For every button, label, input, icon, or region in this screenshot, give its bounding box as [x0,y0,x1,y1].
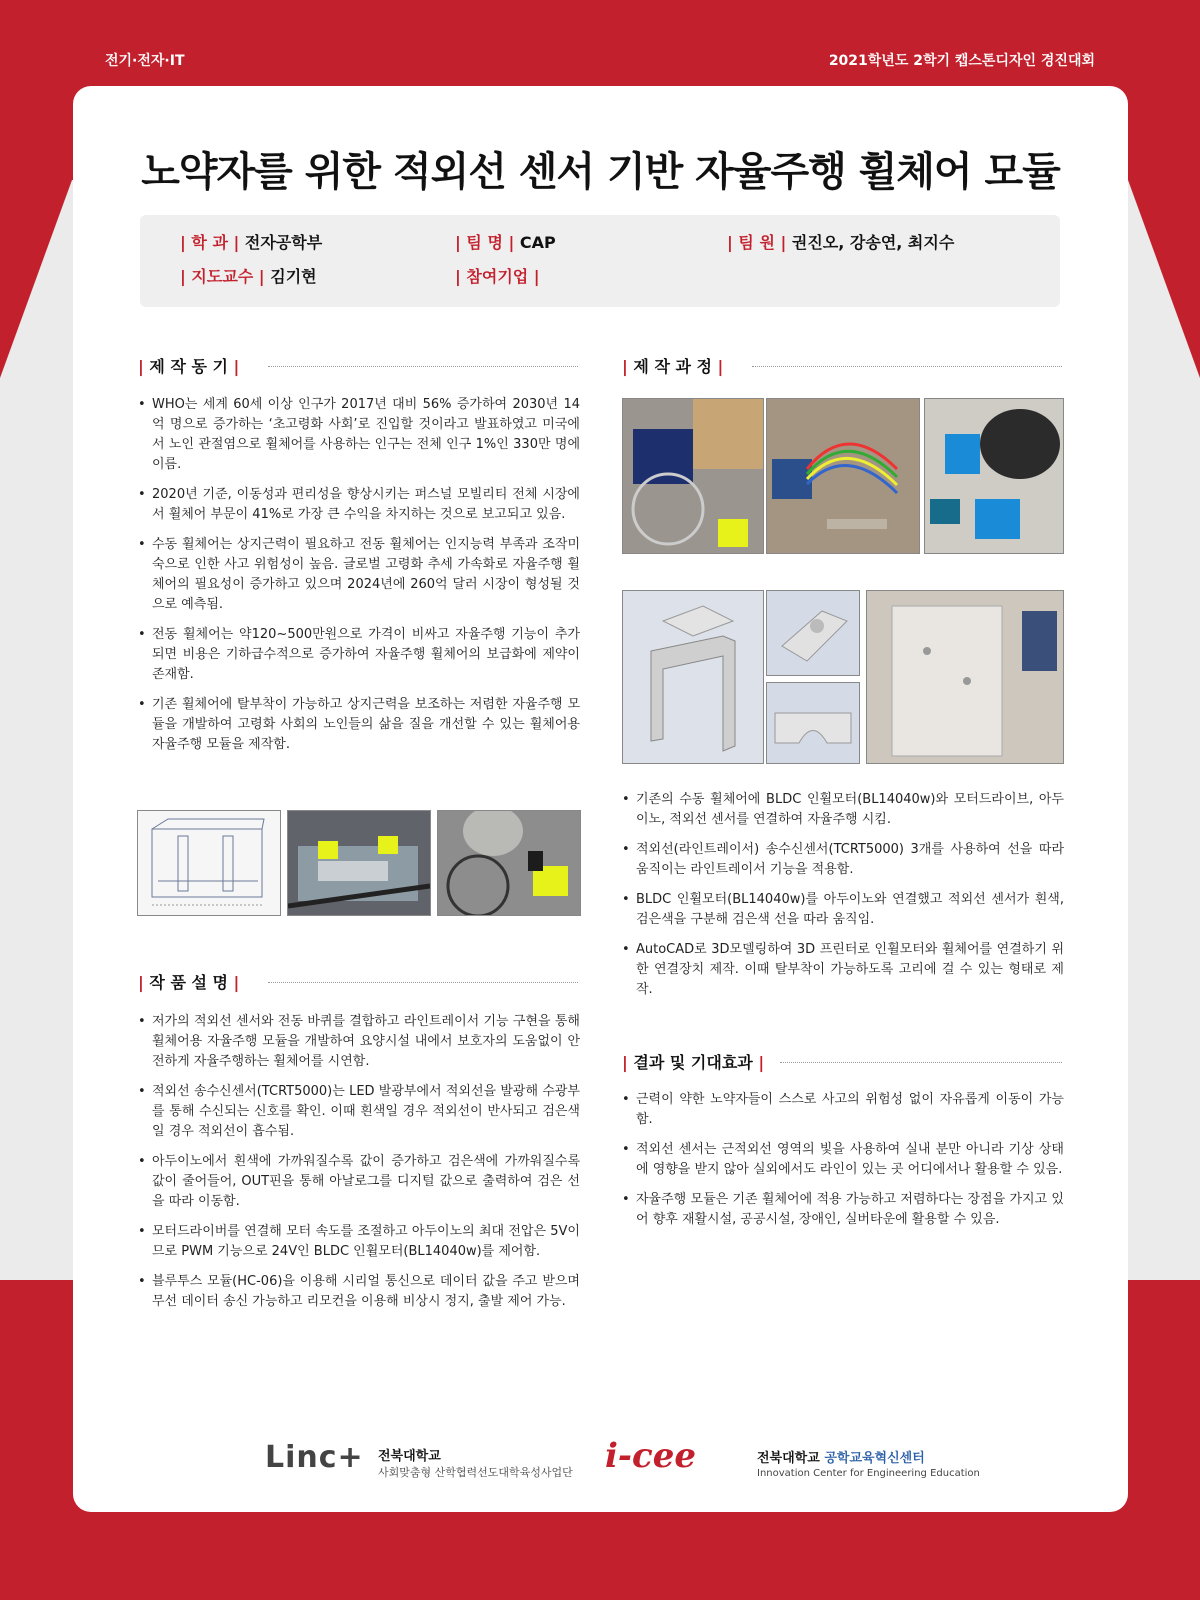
description-list [138,1012,580,1322]
category-label: 전기·전자·IT [105,53,185,69]
dept-info [180,230,322,253]
company-info [455,264,540,287]
dept-label: | 학 과 | [180,233,240,252]
process-list [622,790,1064,1010]
module-photo-1 [287,810,431,916]
list-item: • 전동 휠체어는 약120~500만원으로 가격이 비싸고 자율주행 기능이 추가되면 비용은 기하급수적으로 증가하여 자율주행 휠체어의 보급화에 제약이 존재함. [138,625,580,685]
results-heading: | 결과 및 기대효과 | [622,1053,765,1072]
linc-university: 전북대학교 [378,1449,441,1464]
list-item: • 수동 휠체어는 상지근력이 필요하고 전동 휠체어는 인지능력 부족과 조작미숙으로 인한 사고 위험성이 높음. 글로벌 고령화 추세 가속화로 자율주행 휠체어의 필요성이 증가하고 있으며 2024년에 260억 달러 시장이 형성될 것으로 예측됨. [138,535,580,615]
members-info [727,230,954,253]
motor-driver-photo [924,398,1064,554]
list-item: • 적외선 센서는 근적외선 영역의 빛을 사용하여 실내 분만 아니라 기상 상태에 영향을 받지 않아 실외에서도 라인이 있는 곳 어디에서나 활용할 수 있음. [622,1140,1064,1180]
team-value: CAP [519,233,556,252]
advisor-value: 김기현 [270,267,317,286]
description-heading: | 작 품 설 명 | [138,973,240,992]
advisor-info [180,264,317,287]
contest-label: 2021학년도 2학기 캡스톤디자인 경진대회 [828,53,1095,69]
list-item: • 기존의 수동 휠체어에 BLDC 인휠모터(BL14040w)와 모터드라이브, 아두이노, 적외선 센서를 연결하여 자율주행 시킴. [622,790,1064,830]
acrylic-frame-photo [866,590,1064,764]
company-label: | 참여기업 | [455,267,540,286]
list-item: • 아두이노에서 흰색에 가까워질수록 값이 증가하고 검은색에 가까워질수록 값이 줄어들어, OUT핀을 통해 아날로그를 디지털 값으로 출력하여 검은 선을 따라 이동함. [138,1152,580,1212]
dept-value: 전자공학부 [244,233,323,252]
process-heading: | 제 작 과 정 | [622,357,724,376]
results-list [622,1090,1064,1240]
icee-title [757,1447,925,1466]
motivation-heading-text: 제 작 동 기 [149,357,228,376]
icee-english-name: Innovation Center for Engineering Education [757,1468,980,1479]
members-label: | 팀 원 | [727,233,787,252]
results-divider [780,1062,1062,1063]
list-item: • 자율주행 모듈은 기존 휠체어에 적용 가능하고 저렴하다는 장점을 가지고 있어 향후 재활시설, 공공시설, 장애인, 실버타운에 활용할 수 있음. [622,1190,1064,1230]
list-item: • 블루투스 모듈(HC-06)을 이용해 시리얼 통신으로 데이터 값을 주고 받으며 무선 데이터 송신 가능하고 리모컨을 이용해 비상시 정지, 출발 제어 가능. [138,1272,580,1312]
team-label: | 팀 명 | [455,233,515,252]
list-item: • 적외선(라인트레이서) 송수신센서(TCRT5000) 3개를 사용하여 선을 따라 움직이는 라인트레이서 기능을 적용함. [622,840,1064,880]
icee-university: 전북대학교 [757,1451,825,1466]
3d-model-bracket-image [622,590,764,764]
motivation-list [138,395,580,765]
team-name-info [455,230,556,253]
motivation-heading: | 제 작 동 기 | [138,357,240,376]
wheelchair-photo [622,398,764,554]
3d-model-clip-image [766,590,860,676]
team-info-box [140,215,1060,307]
linc-description: 사회맞춤형 산학협력선도대학육성사업단 [378,1466,573,1479]
list-item: • 저가의 적외선 센서와 전동 바퀴를 결합하고 라인트레이서 기능 구현을 통해 휠체어용 자율주행 모듈을 개발하여 요양시설 내에서 보호자의 도움없이 안전하게 자율주행하는 휠체어를 시연함. [138,1012,580,1072]
list-item: • AutoCAD로 3D모델링하여 3D 프린터로 인휠모터와 휠체어를 연결하기 위한 연결장치 제작. 이때 탈부착이 가능하도록 고리에 걸 수 있는 형태로 제작. [622,940,1064,1000]
list-item: • WHO는 세계 60세 이상 인구가 2017년 대비 56% 증가하여 2030년 14억 명으로 증가하는 ‘초고령화 사회’로 진입할 것이라고 발표하였고 미국에서 노인 관절염으로 휠체어를 사용하는 인구는 전체 인구 1%인 330만 명에 이름. [138,395,580,475]
wheelchair-module-photo [437,810,581,916]
arduino-wiring-photo [766,398,920,554]
advisor-label: | 지도교수 | [180,267,265,286]
process-heading-text: 제 작 과 정 [633,357,712,376]
list-item: • 근력이 약한 노약자들이 스스로 사고의 위험성 없이 자유롭게 이동이 가능함. [622,1090,1064,1130]
list-item: • BLDC 인휠모터(BL14040w)를 아두이노와 연결했고 적외선 센서가 흰색, 검은색을 구분해 검은색 선을 따라 움직임. [622,890,1064,930]
linc-logo: Linc+ [265,1440,364,1475]
3d-model-holder-image [766,682,860,764]
list-item: • 2020년 기준, 이동성과 편리성을 향상시키는 퍼스널 모빌리티 전체 시장에서 휠체어 부문이 41%로 가장 큰 수익을 차지하는 것으로 보고되고 있음. [138,485,580,525]
list-item: • 적외선 송수신센서(TCRT5000)는 LED 발광부에서 적외선을 발광해 수광부를 통해 수신되는 신호를 확인. 이때 흰색일 경우 적외선이 반사되고 검은색일 경우 적외선이 흡수됨. [138,1082,580,1142]
motivation-divider [268,366,578,367]
list-item: • 기존 휠체어에 탈부착이 가능하고 상지근력을 보조하는 저렴한 자율주행 모듈을 개발하여 고령화 사회의 노인들의 삶을 질을 개선할 수 있는 휠체어용 자율주행 모듈을 제작함. [138,695,580,755]
poster-title: 노약자를 위한 적외선 센서 기반 자율주행 휠체어 모듈 [141,149,1060,195]
process-divider [752,366,1062,367]
description-heading-text: 작 품 설 명 [149,973,228,992]
description-divider [268,982,578,983]
icee-logo: i-cee [605,1436,696,1476]
icee-center-name: 공학교육혁신센터 [824,1451,925,1466]
list-item: • 모터드라이버를 연결해 모터 속도를 조절하고 아두이노의 최대 전압은 5V이므로 PWM 기능으로 24V인 BLDC 인휠모터(BL14040w)를 제어함. [138,1222,580,1262]
results-heading-text: 결과 및 기대효과 [633,1053,753,1072]
members-value: 권진오, 강송연, 최지수 [791,233,955,252]
cad-drawing-image [137,810,281,916]
